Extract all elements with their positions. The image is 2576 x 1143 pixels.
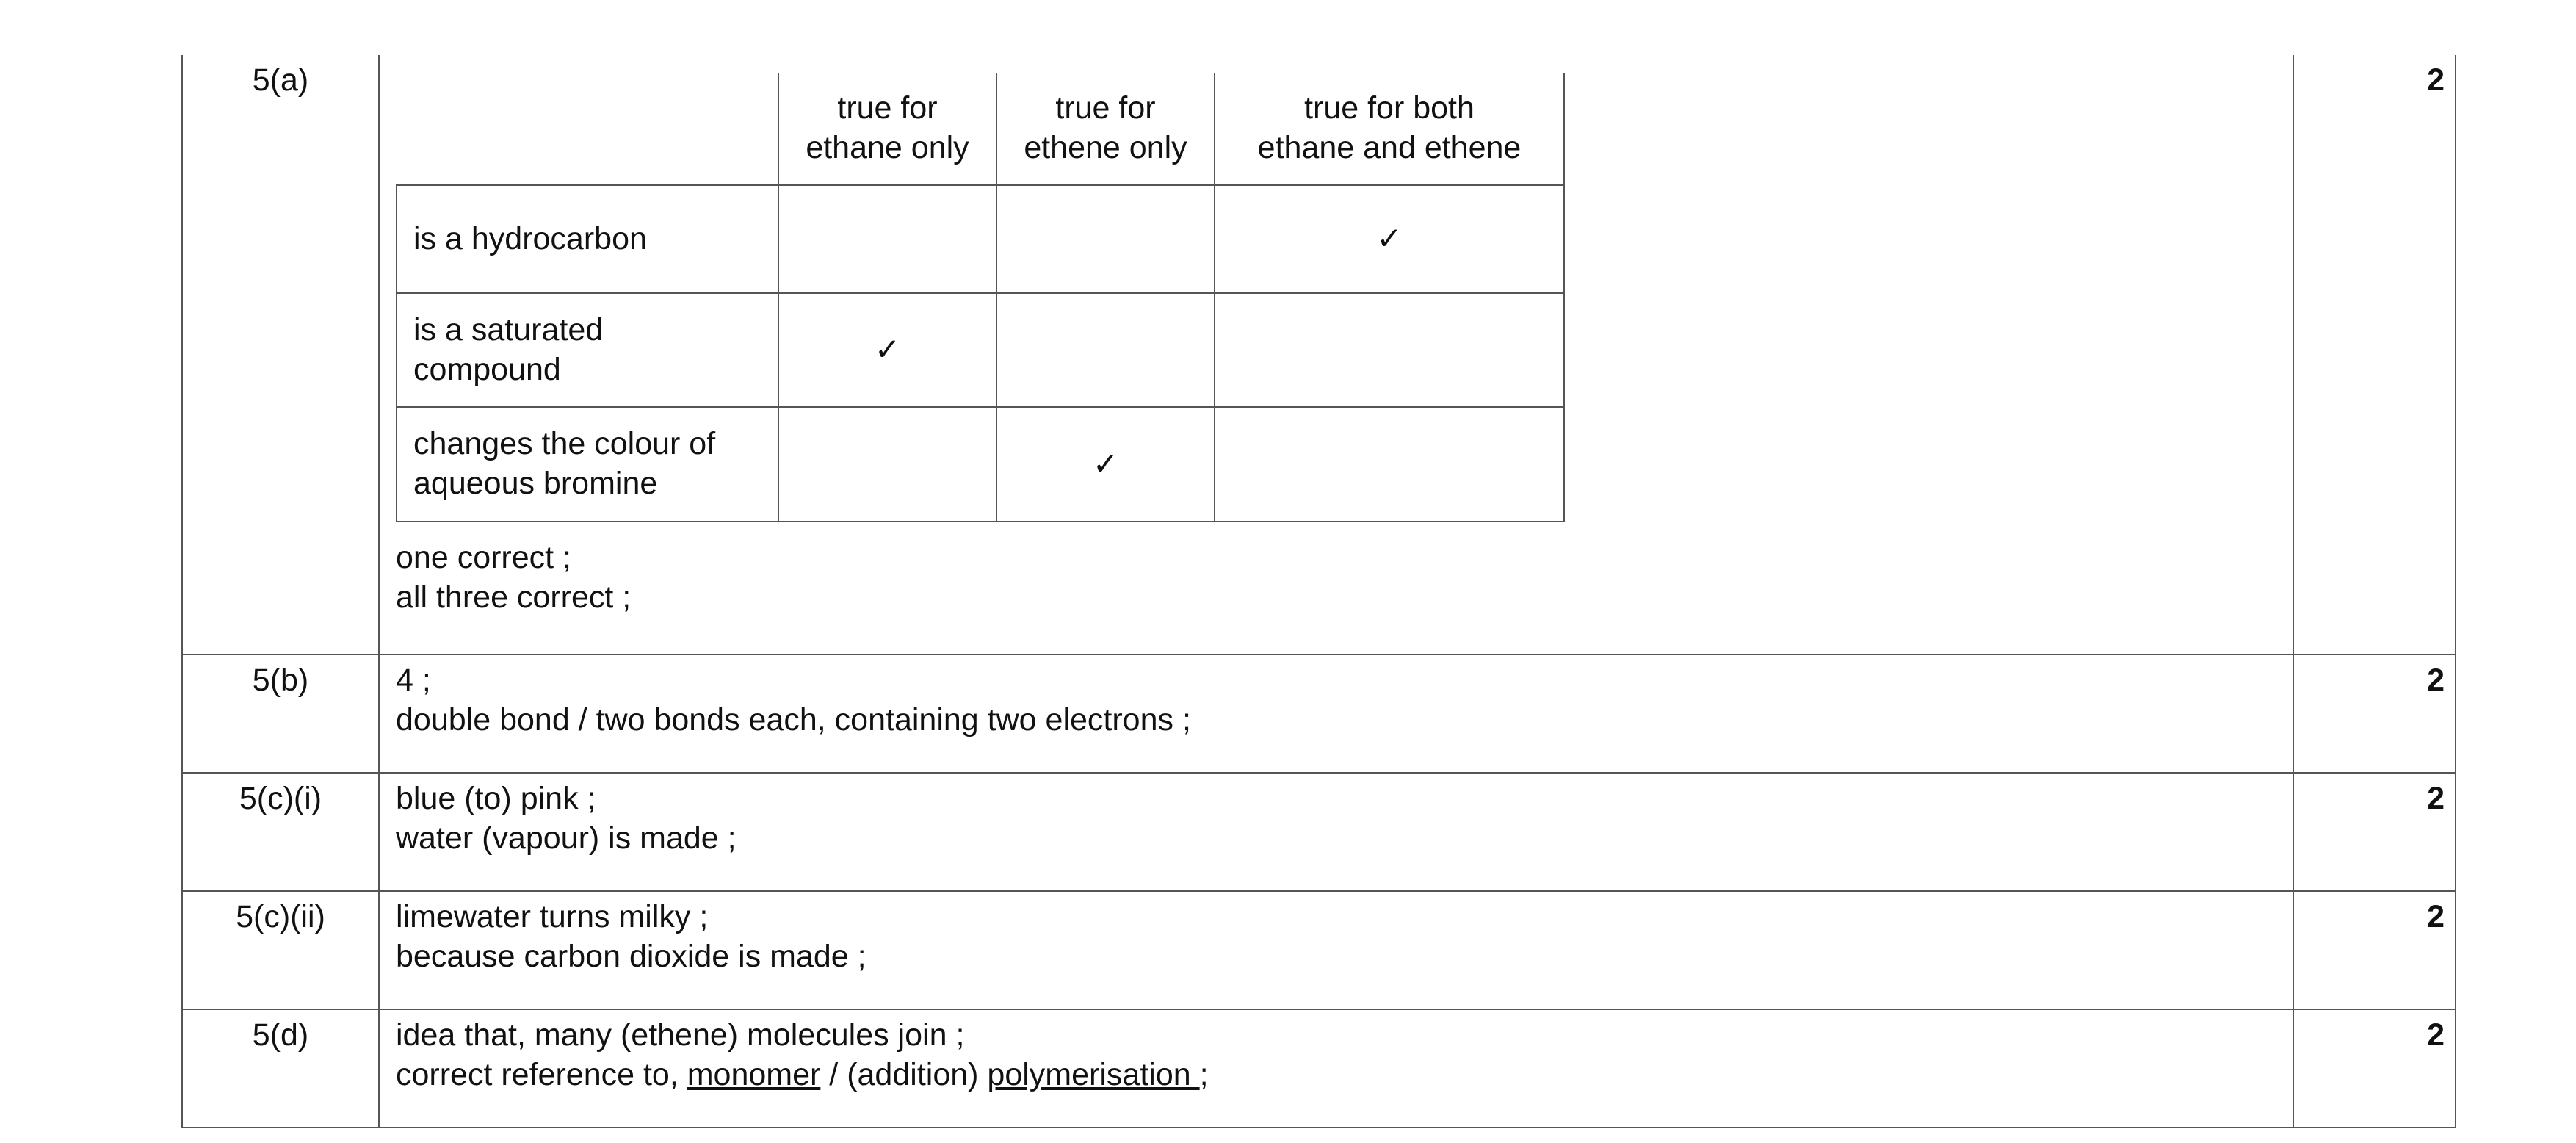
answer-notes	[396, 538, 2275, 618]
answer-text: ;	[1199, 1056, 1209, 1092]
grid-header-row	[397, 73, 1564, 185]
answer-text: / (addition)	[820, 1056, 988, 1092]
answer-cell	[379, 891, 2293, 1009]
answer-line: idea that, many (ethene) molecules join ;	[396, 1017, 965, 1053]
grid-corner-blank	[397, 73, 778, 185]
grid-header-line: true for both ethane and ethene	[1257, 90, 1522, 165]
table-row	[182, 773, 2456, 891]
answer-line: one correct ;	[396, 540, 571, 575]
question-number: 5(d)	[182, 1009, 379, 1128]
grid-header-both	[1215, 73, 1564, 185]
grid-statement: is a saturated compound	[397, 293, 778, 407]
tick-mark	[996, 185, 1215, 293]
marks-value: 2	[2293, 891, 2456, 1009]
grid-header-line: true for ethene only	[1024, 90, 1187, 165]
question-number: 5(c)(i)	[182, 773, 379, 891]
answer-line: because carbon dioxide is made ;	[396, 938, 866, 974]
underlined-term: monomer	[687, 1056, 821, 1092]
grid-statement: changes the colour of aqueous bromine	[397, 407, 778, 522]
answer-line	[396, 1056, 2275, 1095]
question-number: 5(a)	[182, 55, 379, 655]
table-row	[182, 55, 2456, 655]
answer-line: double bond / two bonds each, containing two electrons ;	[396, 702, 1191, 738]
tick-mark	[778, 185, 996, 293]
grid-header-ethane-only	[778, 73, 996, 185]
underlined-term: polymerisation	[987, 1056, 1200, 1092]
marks-value: 2	[2293, 655, 2456, 773]
tick-mark: ✓	[778, 293, 996, 407]
answer-cell	[379, 655, 2293, 773]
mark-scheme-table	[181, 55, 2456, 1128]
answer-line: water (vapour) is made ;	[396, 820, 737, 856]
grid-header-line: true for ethane only	[806, 90, 969, 165]
question-number: 5(c)(ii)	[182, 891, 379, 1009]
grid-statement: is a hydrocarbon	[397, 185, 778, 293]
answer-cell	[379, 55, 2293, 655]
grid-row	[397, 293, 1564, 407]
question-number: 5(b)	[182, 655, 379, 773]
tick-mark	[778, 407, 996, 522]
answer-cell	[379, 1009, 2293, 1128]
tick-mark	[1215, 293, 1564, 407]
answer-text: correct reference to,	[396, 1056, 687, 1092]
grid-row	[397, 407, 1564, 522]
grid-header-ethene-only	[996, 73, 1215, 185]
table-row	[182, 1009, 2456, 1128]
tick-mark: ✓	[1215, 185, 1564, 293]
answer-cell	[379, 773, 2293, 891]
tick-mark	[1215, 407, 1564, 522]
ethane-ethene-grid	[396, 73, 1565, 522]
tick-mark	[996, 293, 1215, 407]
answer-line: blue (to) pink ;	[396, 781, 596, 816]
table-row	[182, 655, 2456, 773]
answer-line: limewater turns milky ;	[396, 899, 709, 934]
tick-mark: ✓	[996, 407, 1215, 522]
grid-row	[397, 185, 1564, 293]
answer-line: 4 ;	[396, 663, 431, 698]
answer-line: all three correct ;	[396, 579, 632, 615]
marks-value: 2	[2293, 55, 2456, 655]
table-row	[182, 891, 2456, 1009]
marks-value: 2	[2293, 1009, 2456, 1128]
marks-value: 2	[2293, 773, 2456, 891]
